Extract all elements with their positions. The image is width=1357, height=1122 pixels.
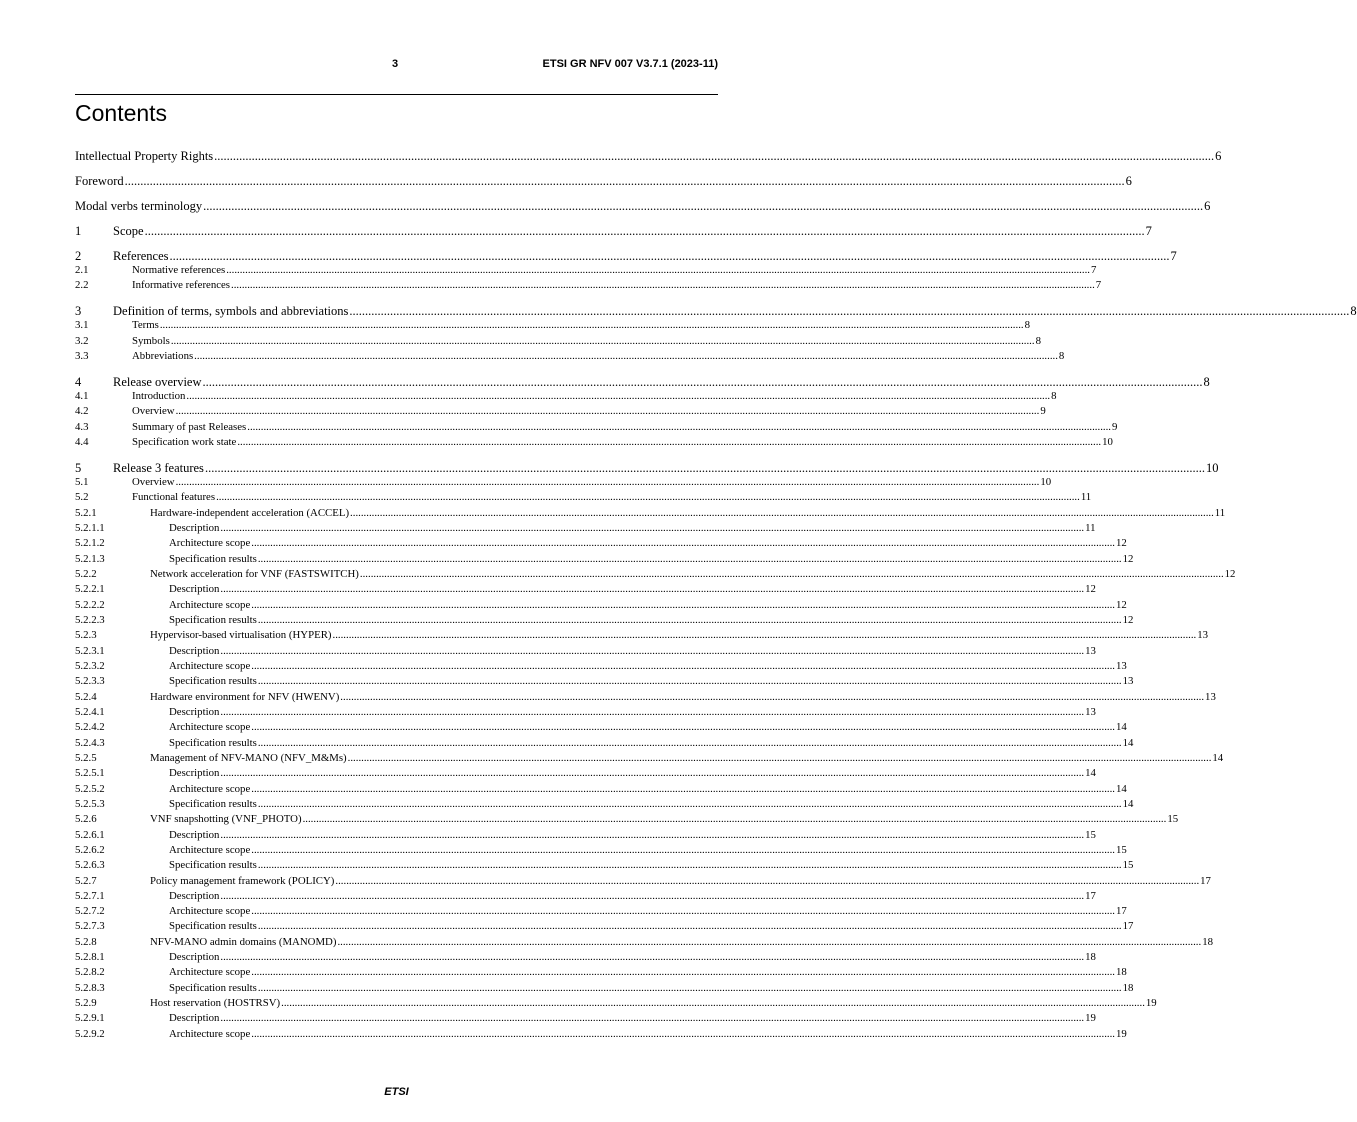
toc-dot-leader [251, 598, 1115, 613]
toc-entry[interactable] [75, 950, 1096, 965]
toc-entry-title: Specification results [169, 736, 257, 749]
toc-entry-page: 13 [1085, 705, 1096, 718]
toc-entry-page: 8 [1035, 334, 1041, 347]
toc-entry-page: 13 [1116, 659, 1127, 672]
footer-etsi: ETSI [384, 1086, 409, 1098]
toc-entry[interactable] [75, 1027, 1127, 1042]
toc-entry-title: Description [169, 889, 220, 902]
toc-entry[interactable] [75, 435, 1113, 458]
toc-entry-title: Architecture scope [169, 537, 251, 550]
toc-entry-page: 15 [1167, 813, 1179, 826]
toc-entry-title: Description [169, 951, 220, 964]
toc-entry[interactable] [75, 782, 1127, 797]
toc-entry-page: 15 [1085, 828, 1096, 841]
toc-entry-page: 9 [1040, 405, 1046, 418]
toc-dot-leader [303, 812, 1167, 827]
toc-entry-number: 4.1 [75, 389, 89, 402]
toc-entry-title: NFV-MANO admin domains (MANOMD) [150, 935, 337, 948]
toc-entry-page: 12 [1224, 567, 1236, 580]
toc-entry-title: Modal verbs terminology [75, 199, 203, 213]
toc-entry[interactable] [75, 458, 1219, 475]
toc-dot-leader [251, 782, 1115, 797]
toc-entry[interactable] [75, 278, 1102, 301]
toc-entry-title: Specification work state [132, 435, 237, 448]
toc-entry[interactable] [75, 628, 1209, 643]
toc-dot-leader [333, 628, 1197, 643]
toc-dot-leader [194, 349, 1058, 364]
toc-entry[interactable] [75, 404, 1046, 419]
toc-entry-title: Specification results [169, 675, 257, 688]
toc-dot-leader [281, 996, 1145, 1011]
toc-entry-title: Description [169, 1012, 220, 1025]
toc-entry-title: Specification results [169, 552, 257, 565]
toc-entry[interactable] [75, 828, 1096, 843]
toc-entry[interactable] [75, 301, 1357, 319]
toc-entry-number: 3.2 [75, 334, 89, 347]
toc-entry-page: 8 [1051, 389, 1057, 402]
toc-dot-leader [258, 736, 1122, 751]
toc-entry-title: Informative references [132, 279, 231, 292]
toc-entry-number: 5.2.8.3 [75, 981, 105, 994]
toc-dot-leader [337, 935, 1201, 950]
toc-entry-page: 13 [1205, 690, 1216, 703]
toc-entry-title: Normative references [132, 264, 226, 276]
toc-entry-page: 8 [1203, 374, 1210, 389]
document-reference: ETSI GR NFV 007 V3.7.1 (2023-11) [542, 58, 718, 70]
toc-entry[interactable] [75, 919, 1134, 934]
toc-dot-leader [160, 318, 1024, 333]
toc-entry-title: Release overview [113, 374, 202, 389]
toc-entry-title: Overview [132, 405, 175, 418]
toc-entry-page: 12 [1085, 583, 1096, 596]
toc-entry[interactable] [75, 318, 1030, 333]
toc-entry-number: 2.2 [75, 279, 89, 292]
toc-entry-page: 13 [1085, 644, 1096, 657]
toc-entry-page: 12 [1116, 598, 1127, 611]
toc-entry-page: 11 [1214, 506, 1226, 519]
toc-entry-page: 8 [1058, 349, 1065, 362]
toc-dot-leader [145, 221, 1145, 241]
toc-entry-title: Foreword [75, 174, 124, 188]
toc-entry[interactable] [75, 812, 1179, 827]
page-number: 3 [392, 58, 399, 70]
toc-dot-leader [220, 644, 1084, 659]
toc-entry-number: 3 [75, 304, 82, 319]
toc-entry-page: 10 [1205, 460, 1219, 475]
toc-entry-title: Functional features [132, 491, 216, 504]
toc-entry-title: Architecture scope [169, 782, 251, 795]
toc-entry-title: Host reservation (HOSTRSV) [150, 997, 281, 1010]
toc-entry-page: 10 [1040, 475, 1052, 488]
toc-entry-number: 5.2.3.1 [75, 644, 105, 657]
toc-entry-number: 5.2.8 [75, 935, 97, 948]
toc-entry-number: 5.2.9 [75, 997, 97, 1010]
toc-entry-page: 15 [1122, 859, 1134, 872]
toc-entry[interactable] [75, 874, 1211, 889]
toc-entry-number: 3.3 [75, 349, 89, 362]
toc-entry-title: Architecture scope [169, 598, 251, 611]
toc-entry-title: Definition of terms, symbols and abbreviations [113, 304, 349, 319]
toc-entry-page: 18 [1202, 935, 1213, 948]
toc-entry-page: 7 [1145, 224, 1152, 238]
toc-entry[interactable] [75, 644, 1096, 659]
toc-entry[interactable] [75, 146, 1222, 171]
toc-entry[interactable] [75, 996, 1157, 1011]
toc-entry[interactable] [75, 981, 1134, 996]
toc-entry-title: Architecture scope [169, 721, 251, 734]
toc-entry-number: 5.2.3.2 [75, 659, 105, 672]
toc-entry[interactable] [75, 196, 1211, 221]
toc-entry-page: 12 [1122, 613, 1134, 626]
toc-entry-title: Network acceleration for VNF (FASTSWITCH) [150, 567, 359, 580]
toc-entry[interactable] [75, 904, 1127, 919]
toc-entry-title: Overview [132, 475, 175, 488]
toc-entry-number: 5.2.5.3 [75, 797, 105, 810]
toc-dot-leader [340, 690, 1204, 705]
toc-entry-page: 7 [1090, 264, 1097, 276]
toc-entry-number: 5.2.7.2 [75, 905, 105, 918]
toc-dot-leader [258, 674, 1122, 689]
toc-entry[interactable] [75, 536, 1127, 551]
toc-entry-title: Specification results [169, 797, 257, 810]
toc-entry-title: Architecture scope [169, 966, 251, 979]
toc-entry[interactable] [75, 1011, 1096, 1026]
toc-entry-page: 7 [1095, 279, 1102, 292]
toc-entry-number: 5.2.2 [75, 567, 97, 580]
toc-dot-leader [251, 536, 1115, 551]
toc-entry[interactable] [75, 598, 1127, 613]
toc-dot-leader [176, 404, 1040, 419]
toc-entry-title: Specification results [169, 920, 257, 933]
toc-entry-title: Intellectual Property Rights [75, 149, 214, 163]
toc-entry-number: 2 [75, 249, 82, 263]
toc-entry-number: 5.2.7.3 [75, 920, 105, 933]
toc-dot-leader [220, 889, 1084, 904]
toc-entry-title: Terms [132, 319, 159, 332]
toc-entry-title: Architecture scope [169, 905, 251, 918]
toc-entry-number: 4 [75, 374, 82, 389]
toc-entry[interactable] [75, 843, 1127, 858]
toc-entry-number: 5.2.6.2 [75, 843, 105, 856]
toc-entry[interactable] [75, 582, 1096, 597]
toc-entry-number: 5.2.3.3 [75, 675, 105, 688]
toc-entry-number: 5.2.1 [75, 506, 97, 519]
toc-entry-number: 4.2 [75, 405, 89, 418]
toc-entry-page: 14 [1122, 736, 1134, 749]
toc-dot-leader [226, 263, 1090, 278]
toc-entry-page: 13 [1122, 675, 1134, 688]
toc-entry-page: 12 [1116, 537, 1127, 550]
toc-entry-number: 5.2.1.3 [75, 552, 105, 565]
toc-dot-leader [220, 582, 1084, 597]
toc-entry[interactable] [75, 720, 1127, 735]
page-title: Contents [75, 100, 168, 126]
toc-entry-page: 18 [1116, 966, 1127, 979]
toc-entry[interactable] [75, 766, 1096, 781]
toc-dot-leader [335, 874, 1199, 889]
toc-entry[interactable] [75, 889, 1096, 904]
toc-entry[interactable] [75, 246, 1177, 263]
toc-entry-title: References [113, 249, 169, 263]
toc-entry-number: 4.4 [75, 435, 89, 448]
toc-entry-page: 7 [1170, 249, 1177, 263]
toc-dot-leader [220, 1011, 1084, 1026]
toc-entry[interactable] [75, 659, 1127, 674]
toc-entry-page: 14 [1212, 751, 1224, 764]
toc-entry-title: Description [169, 644, 220, 657]
toc-entry-number: 5.2.5.2 [75, 782, 105, 795]
toc-entry[interactable] [75, 334, 1041, 349]
toc-entry-title: Management of NFV-MANO (NFV_M&Ms) [150, 751, 347, 764]
toc-entry-number: 5.2.2.2 [75, 598, 105, 611]
toc-dot-leader [214, 146, 1214, 166]
toc-entry-page: 17 [1200, 874, 1211, 887]
toc-entry-page: 6 [1125, 174, 1132, 188]
toc-dot-leader [237, 435, 1101, 450]
toc-entry-page: 19 [1085, 1012, 1096, 1025]
toc-entry-page: 17 [1085, 889, 1096, 902]
toc-dot-leader [186, 389, 1050, 404]
toc-entry[interactable] [75, 613, 1134, 628]
toc-dot-leader [231, 278, 1095, 293]
toc-entry-number: 5.2.7 [75, 874, 97, 887]
toc-entry[interactable] [75, 349, 1065, 372]
toc-dot-leader [125, 171, 1125, 191]
toc-dot-leader [220, 766, 1084, 781]
toc-dot-leader [220, 521, 1084, 536]
toc-entry-page: 18 [1085, 951, 1096, 964]
toc-entry[interactable] [75, 490, 1092, 505]
toc-entry-number: 5.2.4.2 [75, 721, 105, 734]
toc-entry[interactable] [75, 552, 1134, 567]
toc-entry-title: Release 3 features [113, 460, 204, 475]
toc-entry-title: Hardware-independent acceleration (ACCEL) [150, 506, 350, 519]
toc-entry-title: Hardware environment for NFV (HWENV) [150, 690, 340, 703]
toc-entry-number: 5.2.7.1 [75, 889, 105, 902]
toc-entry-title: Description [169, 521, 220, 534]
toc-entry-number: 5.2.8.1 [75, 951, 105, 964]
toc-entry[interactable] [75, 705, 1096, 720]
toc-entry[interactable] [75, 751, 1224, 766]
toc-entry-page: 13 [1197, 629, 1209, 642]
toc-entry-number: 5.2 [75, 491, 89, 504]
toc-entry-title: Hypervisor-based virtualisation (HYPER) [150, 629, 332, 642]
toc-entry-number: 5.2.2.1 [75, 583, 105, 596]
toc-entry-number: 5.2.2.3 [75, 613, 105, 626]
toc-entry-title: Specification results [169, 613, 257, 626]
toc-dot-leader [220, 828, 1084, 843]
toc-entry-page: 6 [1215, 149, 1222, 163]
toc-entry-number: 3.1 [75, 319, 89, 332]
toc-entry-page: 9 [1112, 420, 1118, 433]
toc-entry-page: 18 [1122, 981, 1134, 994]
toc-entry-page: 12 [1122, 552, 1134, 565]
toc-dot-leader [251, 720, 1115, 735]
toc-dot-leader [258, 552, 1122, 567]
toc-entry-title: Summary of past Releases [132, 420, 247, 433]
toc-dot-leader [348, 751, 1212, 766]
toc-entry-page: 15 [1116, 843, 1127, 856]
toc-entry-page: 14 [1085, 767, 1096, 780]
toc-dot-leader [171, 334, 1035, 349]
toc-entry-title: Architecture scope [169, 843, 251, 856]
toc-entry[interactable] [75, 420, 1118, 435]
toc-entry-page: 14 [1122, 797, 1134, 810]
toc-entry-number: 5.2.4.1 [75, 705, 105, 718]
toc-dot-leader [220, 950, 1084, 965]
toc-dot-leader [216, 490, 1080, 505]
toc-entry[interactable] [75, 674, 1134, 689]
toc-dot-leader [251, 843, 1115, 858]
toc-entry-page: 6 [1204, 199, 1211, 213]
toc-entry-page: 8 [1024, 319, 1030, 332]
toc-entry[interactable] [75, 567, 1236, 582]
toc-entry[interactable] [75, 965, 1127, 980]
toc-entry-number: 5.2.3 [75, 629, 97, 642]
toc-dot-leader [350, 506, 1214, 521]
toc-entry-page: 14 [1116, 721, 1127, 734]
toc-entry-page: 10 [1102, 435, 1113, 448]
toc-entry-number: 5.2.1.2 [75, 537, 105, 550]
toc-entry-number: 4.3 [75, 420, 89, 433]
toc-dot-leader [176, 475, 1040, 490]
toc-dot-leader [203, 196, 1203, 216]
toc-entry-title: Description [169, 828, 220, 841]
toc-entry-page: 19 [1145, 997, 1157, 1010]
toc-entry-number: 1 [75, 224, 82, 238]
toc-entry-title: Abbreviations [132, 349, 194, 362]
toc-dot-leader [251, 659, 1115, 674]
toc-entry[interactable] [75, 263, 1097, 278]
toc-entry-title: Architecture scope [169, 659, 251, 672]
toc-entry-number: 5.2.4.3 [75, 736, 105, 749]
toc-entry[interactable] [75, 475, 1052, 490]
toc-entry-page: 11 [1085, 521, 1096, 534]
toc-entry[interactable] [75, 389, 1057, 404]
header-rule [75, 94, 718, 95]
toc-dot-leader [251, 1027, 1115, 1042]
toc-entry-page: 8 [1350, 304, 1357, 319]
toc-entry-number: 5.2.6 [75, 813, 97, 826]
toc-entry-page: 17 [1116, 905, 1127, 918]
toc-entry-title: VNF snapshotting (VNF_PHOTO) [150, 813, 302, 826]
toc-dot-leader [360, 567, 1224, 582]
toc-entry-title: Description [169, 705, 220, 718]
toc-entry[interactable] [75, 935, 1213, 950]
toc-entry-number: 5.2.6.3 [75, 859, 105, 872]
toc-entry-number: 5.2.5 [75, 751, 97, 764]
toc-dot-leader [258, 613, 1122, 628]
toc-entry[interactable] [75, 372, 1210, 389]
toc-dot-leader [258, 797, 1122, 812]
toc-entry-title: Description [169, 583, 220, 596]
toc-dot-leader [258, 919, 1122, 934]
toc-entry-number: 5.1 [75, 475, 89, 488]
toc-entry[interactable] [75, 506, 1226, 521]
toc-entry-title: Scope [113, 224, 144, 238]
toc-dot-leader [247, 420, 1111, 435]
toc-entry[interactable] [75, 690, 1216, 705]
toc-entry-title: Description [169, 767, 220, 780]
toc-dot-leader [251, 965, 1115, 980]
toc-dot-leader [251, 904, 1115, 919]
toc-entry-number: 5.2.4 [75, 690, 97, 703]
toc-entry-title: Symbols [132, 334, 170, 347]
toc-entry-number: 5.2.9.2 [75, 1027, 105, 1040]
toc-entry-number: 5 [75, 460, 82, 475]
toc-entry[interactable] [75, 797, 1134, 812]
toc-entry[interactable] [75, 221, 1152, 246]
toc-entry-title: Specification results [169, 859, 257, 872]
toc-entry-page: 11 [1080, 491, 1092, 504]
toc-entry[interactable] [75, 171, 1132, 196]
toc-entry-page: 17 [1122, 920, 1134, 933]
toc-entry-title: Introduction [132, 389, 186, 402]
toc-entry[interactable] [75, 521, 1096, 536]
toc-entry[interactable] [75, 858, 1134, 873]
toc-entry-title: Policy management framework (POLICY) [150, 874, 335, 887]
toc-entry-number: 5.2.5.1 [75, 767, 105, 780]
toc-entry[interactable] [75, 736, 1134, 751]
toc-entry-number: 5.2.6.1 [75, 828, 105, 841]
toc-entry-page: 19 [1116, 1027, 1127, 1040]
toc-entry-number: 5.2.8.2 [75, 966, 105, 979]
table-of-contents [75, 146, 1357, 1042]
toc-dot-leader [258, 858, 1122, 873]
toc-dot-leader [220, 705, 1084, 720]
toc-entry-title: Architecture scope [169, 1027, 251, 1040]
toc-entry-number: 5.2.9.1 [75, 1012, 105, 1025]
toc-entry-number: 2.1 [75, 264, 89, 276]
toc-dot-leader [258, 981, 1122, 996]
toc-entry-page: 14 [1116, 782, 1127, 795]
toc-entry-title: Specification results [169, 981, 257, 994]
toc-entry-number: 5.2.1.1 [75, 521, 105, 534]
